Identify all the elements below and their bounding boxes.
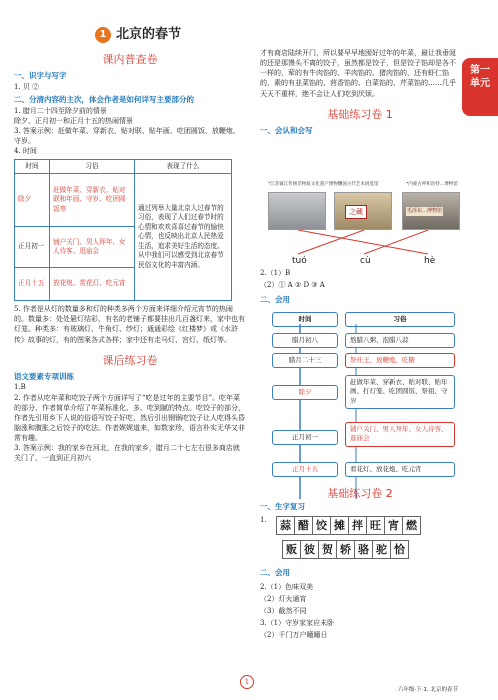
- answer-paragraph: 5. 作者是从灯的数量多和灯的种类多两个方面来详细介绍元宵节的热闹的。数量多：处处悬灯结彩，有名的老铺子都要挂出几百盏灯来，家中也有灯笼。种类多：有玻璃灯、牛角灯、纱灯；通通彩绘《红楼梦》或《水浒传》故事的灯，有的图案各式各样；家中还有走马灯、宫灯、纸灯等。: [14, 305, 245, 344]
- answer-paragraph: 3. 答案示例：我的家乡在河北，在我的家乡，腊月二十七左右很多商店就关门了，一直到正月初六: [14, 444, 240, 463]
- photo-caption: *江苏镇江传统非物质文化遗产博物馆: [268, 182, 343, 187]
- flow-time: 正月十五: [272, 462, 338, 477]
- page-number: 1: [240, 675, 254, 689]
- answer-line: 除夕、正月初一和正月十五的热闹情景: [14, 116, 133, 125]
- flow-time: 除夕: [272, 385, 338, 400]
- char-cell: 轿: [336, 540, 355, 559]
- answer-line: 1. 腊月二十四至除夕前的情景: [14, 106, 107, 115]
- page-number-badge: [240, 675, 254, 689]
- flow-time: 正月初一: [272, 430, 338, 445]
- photo-museum-3: [402, 192, 460, 230]
- answer-line: （2）① A ② D ③ A: [260, 281, 325, 289]
- flow-time: 腊月二十三: [272, 353, 338, 368]
- char-cell: 骆: [354, 540, 373, 559]
- left-column: [14, 52, 246, 464]
- char-cell: 摊: [330, 516, 349, 535]
- pinyin-label: cù: [360, 256, 371, 266]
- table-cell-meaning: 通过列举大量北京人过春节的习俗，表现了人们过春节时的心情和欢欢喜喜过春节的愉快心情，也反映出北京人民热爱生活，追求美好生活的态度。从中我们可以感受到北京春节民俗文化的丰富内涵。: [135, 174, 232, 301]
- answer-paragraph: 2. 作者从吃年菜和吃饺子两个方面详写了“吃是过年的主要节目”。吃年菜的部分，作者简单介绍了年菜标准化、多、吃到腻的特点。吃饺子的部分，作者先引用乡下人说的俗语写饺子好吃，然后引出钢锅吃饺子让人吃得头昏脑涨和腹胀之后饺子的吃法。作者娓娓道来，如数家珍，语言朴实无华又非常有趣。: [14, 393, 245, 443]
- table-cell: 铺户关门、男人拜年、女人待客、逛庙会: [50, 227, 135, 268]
- answer-line: （3）截然不同: [260, 607, 307, 615]
- right-column: [260, 48, 460, 137]
- table-header: 习俗: [50, 159, 135, 174]
- photo-museum-2: [334, 192, 392, 230]
- subsection-title: 语文要素专项训练: [14, 371, 74, 381]
- char-cell: 贩: [282, 540, 301, 559]
- question-number: 1.: [260, 516, 267, 524]
- char-cell: 恰: [390, 540, 409, 559]
- table-cell: 赶做年菜、穿新衣、贴对联和年画、守岁、吃团圆饭等: [50, 174, 135, 227]
- answer-line: （2）千门万户曈曈日: [260, 631, 328, 639]
- answer-line: 4. 时间: [14, 147, 37, 156]
- answer-paragraph: 才有商店陆续开门，所以要早早地囤好过年的年菜，最让我垂涎的还是那馒头不离的饺子，虽然都是饺子，但是饺子馅却是各不一样的，荤的有牛肉馅的、羊肉馅的、猪肉馅的，还有虾仁馅的，素的有韭菜馅的、茴香馅的、白菜馅的、芹菜馅的……几乎天天不重样，绝不会让人们吃到厌烦。: [260, 49, 456, 98]
- char-cell: 拌: [348, 516, 367, 535]
- photo-museum-1: [268, 192, 326, 230]
- chapter-number: 1: [95, 27, 111, 43]
- char-cell: 蒜: [276, 516, 295, 535]
- chapter-name: 北京的春节: [116, 27, 182, 42]
- flow-custom: 赶做年菜、穿新衣、贴对联、贴年画、打灯笼、吃团圆饭、祭祖、守岁: [345, 375, 455, 409]
- table-header: 表现了什么: [135, 159, 232, 174]
- section-heading: 基础练习卷 2: [327, 487, 393, 500]
- photo-caption: 中国古代艺术展览馆: [338, 182, 379, 187]
- answer-line: 1. 贝 ②: [14, 82, 40, 91]
- table-cell: 正月初一: [15, 227, 50, 268]
- flow-header-time: 时间: [272, 312, 338, 327]
- section-heading: 基础练习卷 1: [327, 107, 393, 121]
- subsection-title: 一、生字复习: [260, 502, 305, 511]
- photo-sign: 毛泽东…博物馆: [406, 207, 443, 216]
- table-header: 时间: [15, 159, 50, 174]
- unit-tab-line2: 单元: [470, 78, 490, 89]
- char-cell: 彼: [300, 540, 319, 559]
- char-cell: 旺: [366, 516, 385, 535]
- customs-table: [14, 159, 232, 302]
- answer-line: 3. 答案示例：赶做年菜、穿新衣、贴对联、贴年画、吃团圆饭、放鞭炮、守岁。: [14, 127, 240, 146]
- char-row-2: [282, 540, 408, 559]
- subsection-title: 一、会认和会写: [260, 125, 313, 135]
- photo-sign: 之藏: [345, 205, 367, 219]
- unit-tab-line1: 第一: [470, 65, 490, 76]
- char-cell: 燃: [402, 516, 421, 535]
- pinyin-label: tuó: [292, 256, 307, 266]
- flow-custom: 熬腊八粥、泡腊八蒜: [345, 333, 455, 348]
- match-line: [364, 230, 428, 254]
- table-cell: 放花炮、赏花灯、吃元宵: [50, 268, 135, 301]
- photo-caption: *内蒙古呼和浩特…博物馆: [406, 182, 458, 187]
- table-cell: 除夕: [15, 174, 50, 227]
- char-cell: 贺: [318, 540, 337, 559]
- footer-text: 六年级·下·1. 北京的春节: [398, 687, 458, 693]
- answer-line: 1.B: [14, 383, 26, 392]
- char-row-1: [276, 516, 420, 535]
- matching-lines: [268, 230, 468, 256]
- answer-line: 2.（1）色味双美: [260, 583, 314, 591]
- subsection-title: 二、会用: [260, 568, 290, 577]
- unit-side-tab: [462, 58, 498, 116]
- match-line: [298, 230, 364, 254]
- answer-line: 3.（1）守岁家家应未卧: [260, 619, 335, 627]
- flow-time: 腊月初八: [272, 333, 338, 348]
- flow-custom: 祭灶王、放鞭炮、吃糖: [345, 353, 455, 368]
- section-heading: 课后练习卷: [102, 353, 158, 367]
- char-cell: 驼: [372, 540, 391, 559]
- flow-custom: 铺户关门、男人拜年、女人待客、逛庙会: [345, 422, 455, 447]
- chapter-title: [95, 26, 181, 45]
- table-cell: 正月十五: [15, 268, 50, 301]
- char-cell: 醋: [294, 516, 313, 535]
- answer-line: （2）灯火通宵: [260, 595, 307, 603]
- char-cell: 宵: [384, 516, 403, 535]
- match-line: [298, 230, 428, 254]
- subsection-title: 一、识字与写字: [14, 70, 67, 80]
- subsection-title: 二、分清内容的主次，体会作者是如何详写主要部分的: [14, 94, 194, 104]
- flow-custom: 看花灯、放花炮、吃元宵: [345, 462, 455, 477]
- pinyin-label: hè: [424, 256, 436, 266]
- char-cell: 饺: [312, 516, 331, 535]
- flow-header-custom: 习俗: [345, 312, 455, 327]
- section-heading: 课内普查卷: [102, 53, 158, 66]
- subsection-title: 二、会用: [260, 295, 290, 304]
- answer-line: 2.（1）B: [260, 269, 291, 277]
